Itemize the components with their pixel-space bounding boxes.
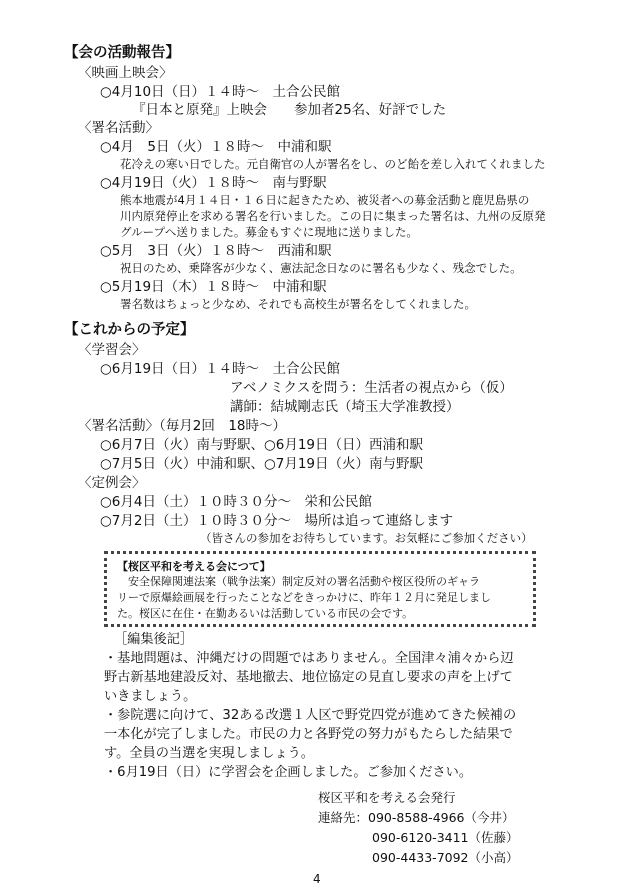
about-line-3: た。桜区に在住・在勤あるいは活動している市民の会です。	[117, 607, 414, 620]
signature-note-2a: 熊本地震が4月１４日・１６日に起きたため、被災者への募金活動と鹿児島県の	[120, 193, 530, 207]
movie-detail: 『日本と原発』上映会 参加者25名、好評でした	[132, 102, 447, 118]
signature-event-4: ○5月19日（木）１８時～ 中浦和駅	[100, 279, 327, 295]
editorial-line-1: ・基地問題は、沖縄だけの問題ではありません。全国津々浦々から辺	[104, 651, 514, 666]
about-title: 【桜区平和を考える会につて】	[117, 560, 271, 573]
study-event: ○6月19日（日）１４時～ 土合公民館	[100, 361, 341, 377]
contact-3: 090-4433-7092（小高）	[372, 850, 519, 865]
regular-note: （皆さんの参加をお待ちしています。お気軽にご参加ください）	[200, 531, 533, 545]
about-line-2: リーで原爆絵画展を行ったことなどをきっかけに、昨年１２月に発足しまし	[117, 591, 491, 604]
editorial-line-4: ・参院選に向けて、32ある改選１人区で野党四党が進めてきた候補の	[104, 708, 517, 723]
signature-note-4: 署名数はちょっと少なめ、それでも高校生が署名をしてくれました。	[120, 297, 477, 311]
about-box	[104, 551, 536, 627]
signature-note-2c: グループへ送りました。募金もすぐに現地に送りました。	[120, 225, 418, 239]
plans-heading: 【これからの予定】	[64, 322, 195, 338]
page-number: 4	[313, 872, 321, 886]
editorial-line-2: 野古新基地建設反対、基地撤去、地位協定の見直し要求の声を上げて	[104, 670, 513, 685]
movie-event: ○4月10日（日）１４時～ 土合公民館	[100, 84, 341, 100]
signature-note-3: 祝日のため、乗降客が少なく、憲法記念日なのに署名も少なく、残念でした。	[120, 261, 522, 275]
signature-event-2: ○4月19日（火）１８時～ 南与野駅	[100, 175, 327, 191]
editorial-line-3: いきましょう。	[104, 689, 197, 704]
signature-plan-heading: 〈署名活動〉（毎月2回 18時～）	[78, 418, 287, 434]
regular-meeting-1: ○6月4日（土）１０時３０分～ 栄和公民館	[100, 494, 372, 510]
regular-heading: 〈定例会〉	[78, 475, 146, 491]
editorial-line-6: す。全員の当選を実現しましょう。	[104, 746, 314, 761]
about-line-1: 安全保障関連法案（戦争法案）制定反対の署名活動や桜区役所のギャラ	[117, 575, 480, 588]
signature-report-heading: 〈署名活動〉	[78, 120, 159, 136]
study-heading: 〈学習会〉	[78, 342, 146, 358]
editorial-line-7: ・6月19日（日）に学習会を企画しました。ご参加ください。	[104, 765, 473, 780]
signature-event-3: ○5月 3日（火）１８時～ 西浦和駅	[100, 243, 332, 259]
publisher: 桜区平和を考える会発行	[318, 790, 456, 805]
study-lecturer: 講師：結城剛志氏（埼玉大学准教授）	[230, 399, 460, 415]
movie-heading: 〈映画上映会〉	[78, 65, 173, 81]
contact-1: 連絡先：090-8588-4966（今井）	[318, 810, 515, 825]
regular-meeting-2: ○7月2日（土）１０時３０分～ 場所は追って連絡します	[100, 513, 453, 529]
signature-note-1: 花冷えの寒い日でした。元自衛官の人が署名をし、のど飴を差し入れてくれました	[120, 157, 546, 171]
signature-plan-1: ○6月7日（火）南与野駅、○6月19日（日）西浦和駅	[100, 437, 424, 453]
signature-event-1: ○4月 5日（火）１８時～ 中浦和駅	[100, 139, 332, 155]
contact-2: 090-6120-3411（佐藤）	[372, 830, 519, 845]
study-topic: アベノミクスを問う：生活者の視点から（仮）	[230, 380, 513, 396]
editorial-heading: ［編集後記］	[114, 632, 194, 647]
editorial-line-5: 一本化が完了しました。市民の力と各野党の努力がもたらした結果で	[104, 727, 513, 742]
signature-note-2b: 川内原発停止を求める署名を行いました。この日に集まった署名は、九州の反原発	[120, 209, 546, 223]
signature-plan-2: ○7月5日（火）中浦和駅、○7月19日（火）南与野駅	[100, 456, 424, 472]
report-heading: 【会の活動報告】	[64, 45, 180, 61]
